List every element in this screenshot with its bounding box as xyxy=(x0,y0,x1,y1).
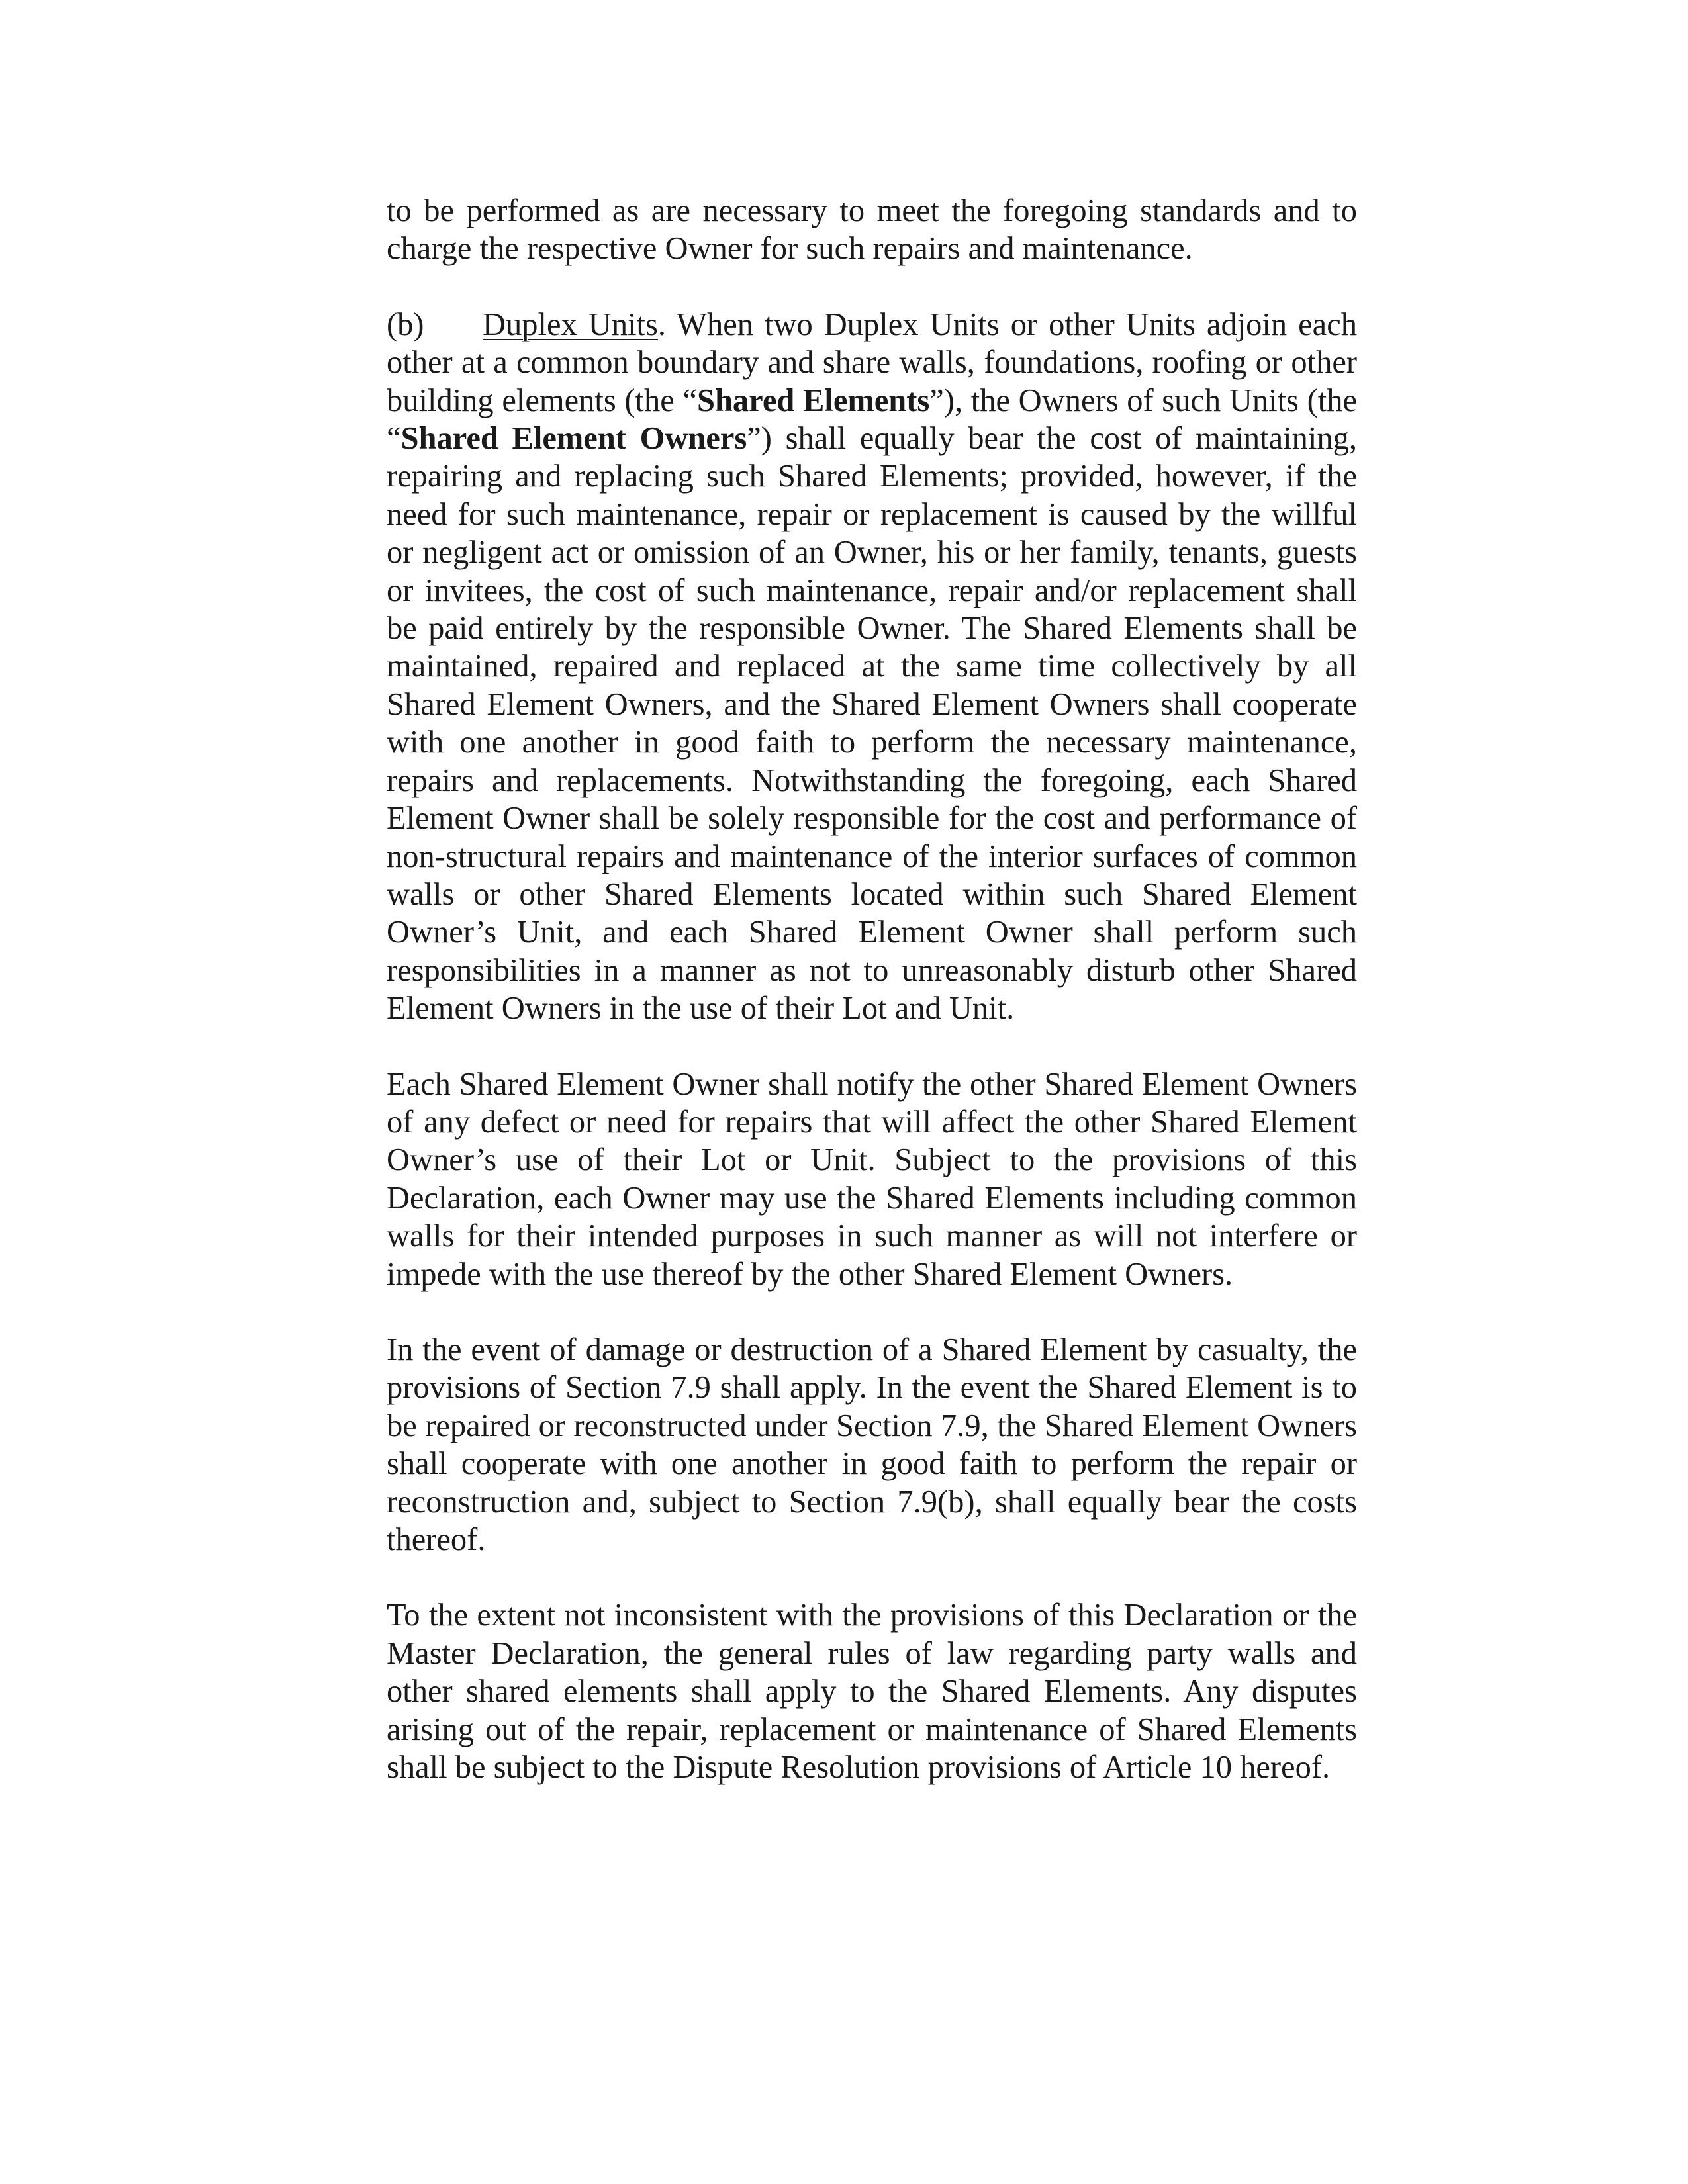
section-title: Duplex Units xyxy=(483,306,658,342)
paragraph-text: ”) shall equally bear the cost of maintaining, repairing and replacing such Shared Elements; provided, however, if the need for such maintenance, repair or replacement is caused by the willful or negligent act or omission of an Owner, his or her family, tenants, guests or invitees, the cost of such maintenance, repair and/or replacement shall be paid entirely by the responsible Owner. The Shared Elements shall be maintained, repaired and replaced at the same time collectively by all Shared Element Owners, and the Shared Element Owners shall cooperate with one another in good faith to perform the necessary maintenance, repairs and replacements. Notwithstanding the foregoing, each Shared Element Owner shall be solely responsible for the cost and performance of non-structural repairs and maintenance of the interior surfaces of common walls or other Shared Elements located within such Shared Element Owner’s Unit, and each Shared Element Owner shall perform such responsibilities in a manner as not to unreasonably disturb other Shared Element Owners in the use of their Lot and Unit. xyxy=(387,421,1357,1026)
paragraph-text: ”), the Owners of such Units (the “ xyxy=(387,383,1357,457)
paragraph-continuation: to be performed as are necessary to meet the foregoing standards and to charge the respective Owner for such repairs and maintenance. xyxy=(387,193,1357,267)
paragraph-party-walls: To the extent not inconsistent with the provisions of this Declaration or the Master Declaration, the general rules of law regarding party walls and other shared elements shall apply to the Shared Elements. Any disputes arising out of the repair, replacement or maintenance of Shared Elements shall be subject to the Dispute Resolution provisions of Article 10 hereof. xyxy=(387,1598,1357,1786)
paragraph-duplex-units xyxy=(387,306,1357,1028)
section-number: (b) xyxy=(387,306,424,342)
paragraph-text: . When two Duplex Units or other Units adjoin each other at a common boundary and share walls, foundations, roofing or other building elements (the “ xyxy=(387,306,1357,418)
defined-term-shared-elements: Shared Elements xyxy=(696,383,930,418)
paragraph-notification: Each Shared Element Owner shall notify the other Shared Element Owners of any defect or need for repairs that will affect the other Shared Element Owner’s use of their Lot or Unit. Subject to the provisions of this Declaration, each Owner may use the Shared Elements including common walls for their intended purposes in such manner as will not interfere or impede with the use thereof by the other Shared Element Owners. xyxy=(387,1066,1357,1292)
paragraph-casualty: In the event of damage or destruction of a Shared Element by casualty, the provisions of Section 7.9 shall apply. In the event the Shared Element is to be repaired or reconstructed under Section 7.9, the Shared Element Owners shall cooperate with one another in good faith to perform the repair or reconstruction and, subject to Section 7.9(b), shall equally bear the costs thereof. xyxy=(387,1332,1357,1557)
document-page xyxy=(387,192,1357,1824)
defined-term-shared-element-owners: Shared Element Owners xyxy=(400,421,747,457)
